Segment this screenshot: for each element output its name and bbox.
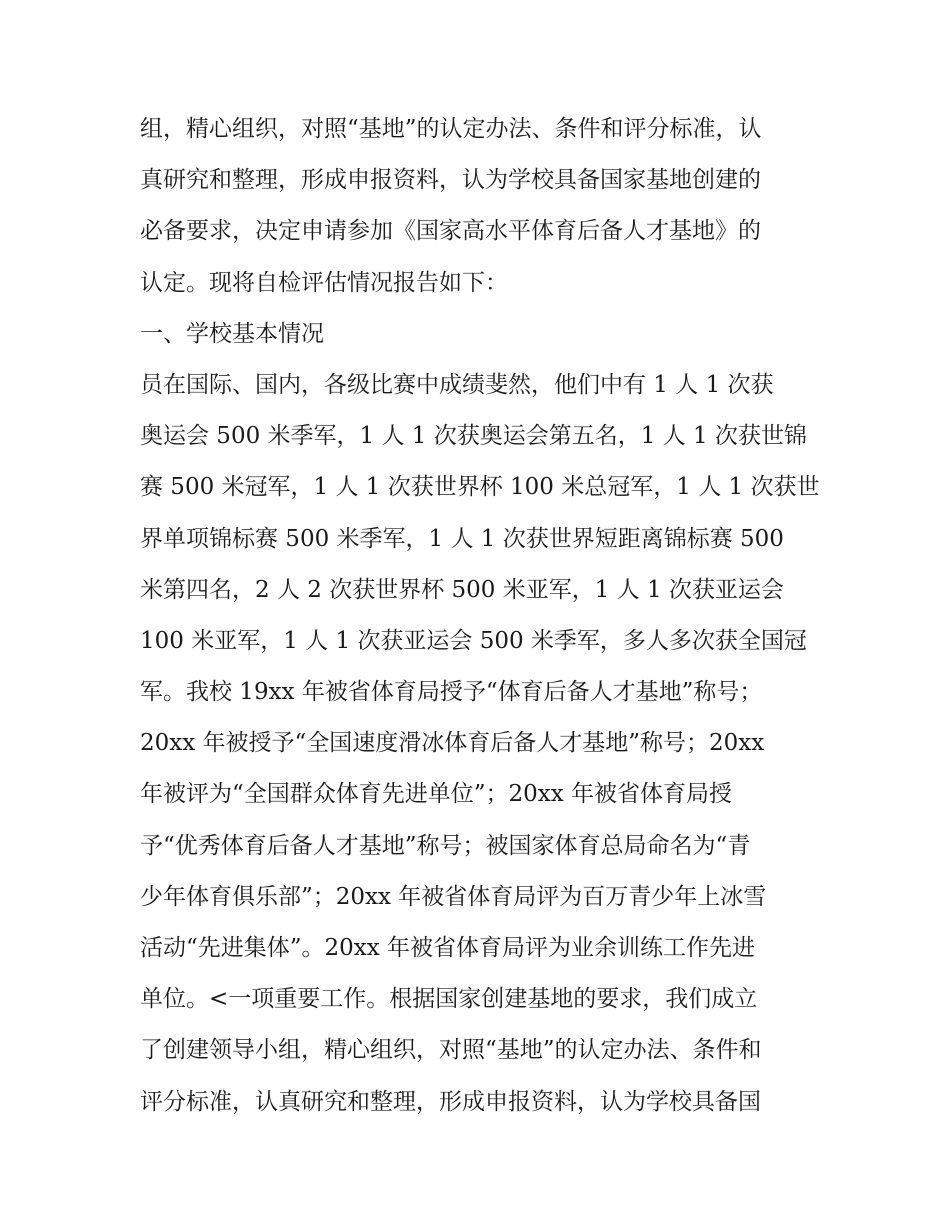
- text-line: 100 米亚军，1 人 1 次获亚运会 500 米季军，多人多次获全国冠: [140, 627, 807, 654]
- text-line: 军。我校 19xx 年被省体育局授予“体育后备人才基地”称号；: [140, 679, 763, 706]
- text-line: 评分标准，认真研究和整理，形成申报资料，认为学校具备国: [140, 1088, 761, 1115]
- text-line: 赛 500 米冠军，1 人 1 次获世界杯 100 米总冠军，1 人 1 次获世: [140, 474, 820, 501]
- text-line: 界单项锦标赛 500 米季军，1 人 1 次获世界短距离锦标赛 500: [140, 525, 784, 552]
- text-line: 单位。<一项重要工作。根据国家创建基地的要求，我们成立: [140, 986, 758, 1013]
- text-line: 予“优秀体育后备人才基地”称号；被国家体育总局命名为“青: [140, 832, 751, 859]
- text-line: 组，精心组织，对照“基地”的认定办法、条件和评分标准，认: [140, 116, 762, 142]
- text-line: 年被评为“全国群众体育先进单位”；20xx 年被省体育局授: [140, 781, 733, 808]
- document-body: [140, 104, 820, 1128]
- section-heading: 一、学校基本情况: [140, 320, 324, 347]
- text-line: 20xx 年被授予“全国速度滑冰体育后备人才基地”称号；20xx: [140, 730, 765, 757]
- text-line: 了创建领导小组，精心组织，对照“基地”的认定办法、条件和: [140, 1037, 762, 1064]
- text-line: 米第四名，2 人 2 次获世界杯 500 米亚军，1 人 1 次获亚运会: [140, 576, 784, 603]
- text-line: 真研究和整理，形成申报资料，认为学校具备国家基地创建的: [140, 167, 761, 194]
- text-line: 少年体育俱乐部”；20xx 年被省体育局评为百万青少年上冰雪: [140, 883, 767, 910]
- text-line: 奥运会 500 米季军，1 人 1 次获奥运会第五名，1 人 1 次获世锦: [140, 423, 807, 450]
- text-line: 认定。现将自检评估情况报告如下：: [140, 269, 508, 296]
- text-line: 必备要求，决定申请参加《国家高水平体育后备人才基地》的: [140, 218, 761, 245]
- text-line: 员在国际、国内，各级比赛中成绩斐然，他们中有 1 人 1 次获: [140, 371, 774, 398]
- text-line: 活动“先进集体”。20xx 年被省体育局评为业余训练工作先进: [140, 935, 756, 961]
